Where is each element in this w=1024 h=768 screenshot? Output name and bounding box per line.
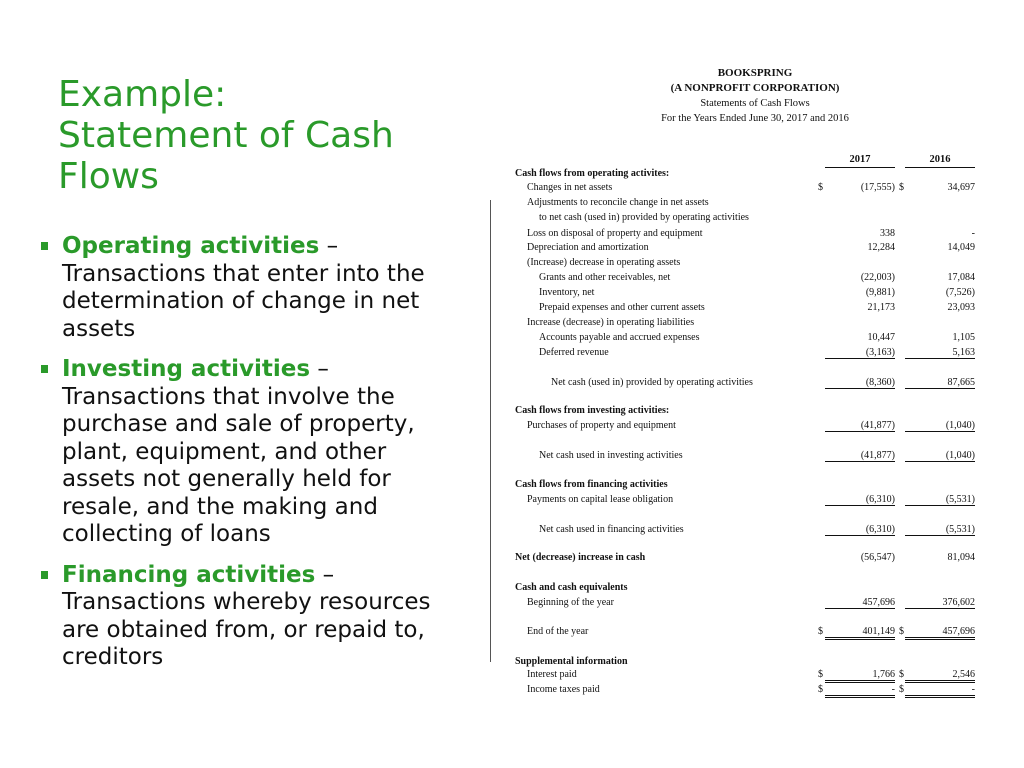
statement-row: [515, 347, 980, 361]
statement-row: [515, 182, 980, 196]
value-2017: 10,447: [867, 332, 895, 343]
row-label: Depreciation and amortization: [527, 242, 649, 253]
statement-row: [515, 272, 980, 286]
value-2016: 34,697: [947, 182, 975, 193]
value-2017: 338: [880, 228, 895, 239]
value-2016: 87,665: [905, 377, 975, 389]
statement-row: [515, 377, 980, 391]
row-label: Net (decrease) increase in cash: [515, 552, 646, 563]
row-label: Supplemental information: [515, 656, 628, 667]
bullet-investing-activities: [40, 356, 455, 549]
statement-row: [515, 317, 980, 331]
bullet-text: Transactions that involve the purchase and sale of property, plant, equipment, and other assets not generally held for resale, and the making and collecting of loans: [62, 383, 415, 547]
statement-row: [515, 302, 980, 316]
statement-org-name: BOOKSPRING: [717, 67, 793, 79]
bullet-dash: –: [319, 233, 339, 259]
slide-title-line-1: Example:: [58, 74, 227, 115]
currency-symbol: $: [818, 669, 823, 680]
value-2017: (41,877): [825, 450, 895, 462]
row-label: Prepaid expenses and other current assets: [539, 302, 705, 313]
currency-symbol: $: [818, 684, 823, 695]
value-2017: (3,163): [825, 347, 895, 359]
value-2017: (41,877): [825, 420, 895, 432]
value-2016: -: [905, 684, 975, 698]
column-header-2016: 2016: [905, 154, 975, 168]
statement-row: [515, 450, 980, 464]
statement-row: [515, 405, 980, 419]
value-2017: (17,555): [860, 182, 895, 193]
row-label: Cash flows from investing activities:: [515, 405, 670, 416]
statement-row: [515, 420, 980, 434]
row-label: Inventory, net: [539, 287, 595, 298]
statement-row: [515, 582, 980, 596]
statement-row: [515, 524, 980, 538]
value-2016: (5,531): [905, 494, 975, 506]
row-label: Cash and cash equivalents: [515, 582, 628, 593]
value-2016: 1,105: [952, 332, 975, 343]
row-label: Beginning of the year: [527, 597, 614, 608]
activity-definitions-list: [40, 233, 455, 685]
bullet-term: Financing activities: [62, 561, 316, 588]
row-label: Interest paid: [527, 669, 577, 680]
column-header-2017: 2017: [825, 154, 895, 168]
bullet-term: Investing activities: [62, 356, 311, 382]
bullet-dash: –: [310, 356, 329, 382]
value-2017: 12,284: [867, 242, 895, 253]
value-2016: (1,040): [905, 450, 975, 462]
statement-row: [515, 479, 980, 493]
row-label: Loss on disposal of property and equipment: [527, 228, 703, 239]
statement-row: [515, 168, 980, 182]
statement-row: [515, 552, 980, 566]
value-2016: 14,049: [947, 242, 975, 253]
value-2017: (9,881): [865, 287, 895, 298]
square-bullet-icon: [41, 242, 48, 250]
row-label: (Increase) decrease in operating assets: [527, 257, 681, 268]
currency-symbol: $: [818, 626, 823, 637]
statement-row: [515, 494, 980, 508]
currency-symbol: $: [818, 182, 823, 193]
row-label: Cash flows from operating activites:: [515, 168, 670, 179]
row-label: Purchases of property and equipment: [527, 420, 676, 431]
value-2016: 17,084: [947, 272, 975, 283]
value-2017: (8,360): [825, 377, 895, 389]
bullet-dash: –: [315, 561, 335, 588]
currency-symbol: $: [899, 669, 904, 680]
row-label: Cash flows from financing activities: [515, 479, 668, 490]
statement-row: [515, 332, 980, 346]
bullet-text: Transactions that enter into the determination of change in net assets: [62, 260, 425, 342]
row-label: Net cash used in investing activities: [539, 450, 683, 461]
currency-symbol: $: [899, 182, 904, 193]
value-2016: (7,526): [945, 287, 975, 298]
value-2017: 21,173: [867, 302, 895, 313]
statement-row: [515, 656, 980, 670]
value-2016: (5,531): [905, 524, 975, 536]
value-2016: 23,093: [947, 302, 975, 313]
value-2017: (6,310): [825, 494, 895, 506]
row-label: Accounts payable and accrued expenses: [539, 332, 700, 343]
value-2017: 401,149: [825, 626, 895, 640]
value-2016: 457,696: [905, 626, 975, 640]
statement-row: [515, 228, 980, 242]
row-label: End of the year: [527, 626, 589, 637]
row-label: Payments on capital lease obligation: [527, 494, 674, 505]
value-2017: 1,766: [825, 669, 895, 683]
row-label: to net cash (used in) provided by operating activities: [539, 212, 749, 223]
statement-row: [515, 684, 980, 698]
statement-row: [515, 197, 980, 211]
statement-row: [515, 287, 980, 301]
row-label: Net cash used in financing activities: [539, 524, 684, 535]
row-label: Adjustments to reconcile change in net assets: [527, 197, 709, 208]
value-2016: 2,546: [905, 669, 975, 683]
value-2016: 376,602: [905, 597, 975, 609]
statement-org-type: (A NONPROFIT CORPORATION): [670, 82, 840, 94]
row-label: Increase (decrease) in operating liabilities: [527, 317, 695, 328]
bullet-text: Transactions whereby resources are obtained from, or repaid to, creditors: [62, 589, 431, 670]
value-2016: 5,163: [905, 347, 975, 359]
row-label: Income taxes paid: [527, 684, 600, 695]
statement-row: [515, 669, 980, 683]
row-label: Grants and other receivables, net: [539, 272, 671, 283]
square-bullet-icon: [41, 365, 48, 373]
statement-period: For the Years Ended June 30, 2017 and 2016: [661, 113, 849, 124]
slide-title-line-2: Statement of Cash: [58, 115, 394, 156]
statement-row: [515, 597, 980, 611]
currency-symbol: $: [899, 626, 904, 637]
row-label: Deferred revenue: [539, 347, 609, 358]
bullet-term: Operating activities: [62, 233, 320, 259]
value-2017: 457,696: [825, 597, 895, 609]
currency-symbol: $: [899, 684, 904, 695]
statement-row: [515, 212, 980, 226]
slide-title-line-3: Flows: [58, 156, 159, 197]
cash-flow-statement: [500, 60, 990, 710]
value-2017: (56,547): [860, 552, 895, 563]
statement-header: [650, 66, 860, 126]
vertical-divider: [490, 200, 491, 662]
value-2016: (1,040): [905, 420, 975, 432]
value-2017: -: [825, 684, 895, 698]
bullet-operating-activities: [40, 233, 455, 343]
value-2016: -: [971, 228, 975, 239]
slide-title: [58, 74, 458, 197]
statement-row: [515, 257, 980, 271]
statement-row: [515, 242, 980, 256]
value-2016: 81,094: [947, 552, 975, 563]
bullet-financing-activities: [40, 562, 455, 672]
square-bullet-icon: [41, 571, 48, 579]
statement-name: Statements of Cash Flows: [700, 98, 810, 109]
row-label: Net cash (used in) provided by operating activities: [551, 377, 753, 388]
statement-row: [515, 626, 980, 640]
row-label: Changes in net assets: [527, 182, 613, 193]
value-2017: (6,310): [825, 524, 895, 536]
value-2017: (22,003): [860, 272, 895, 283]
